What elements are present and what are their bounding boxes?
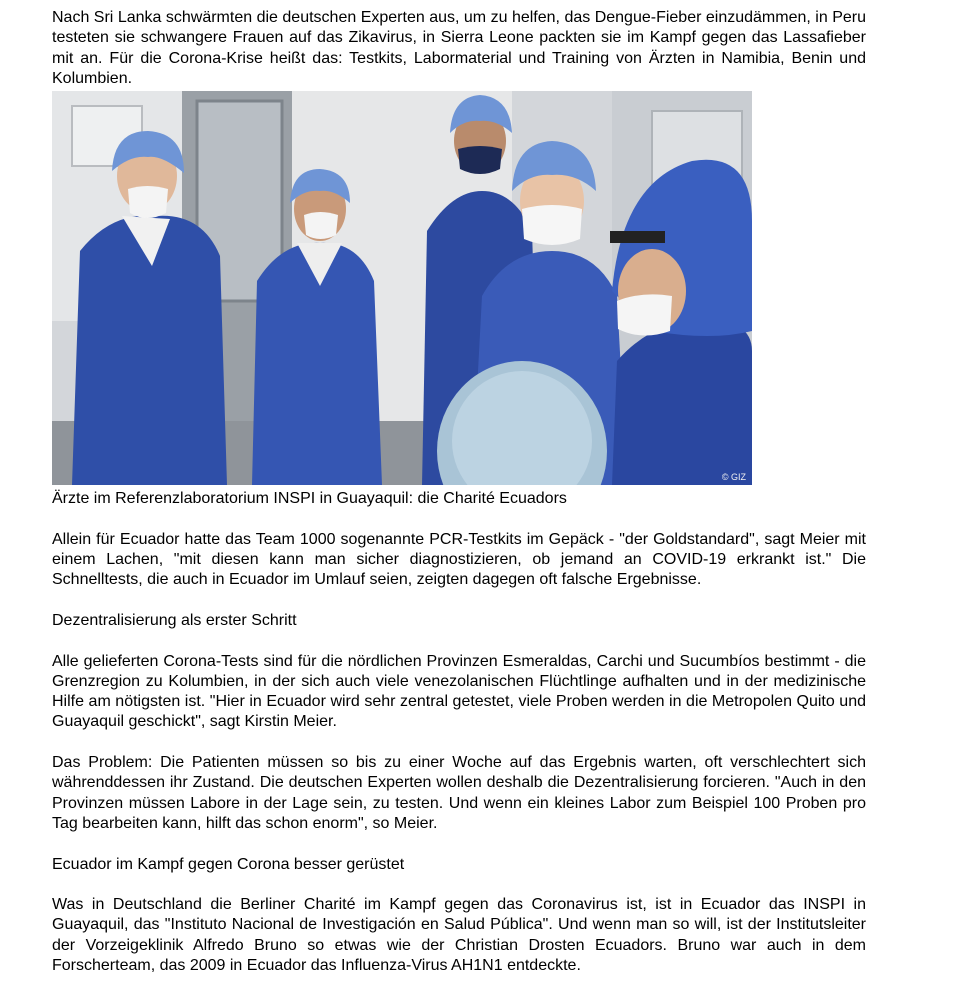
paragraph-4: Das Problem: Die Patienten müssen so bis zu einer Woche auf das Ergebnis warten, oft verschlechtert sich währenddessen ihr Zustand. Die deutschen Experten wollen deshalb die Dezentralisierung forcieren. "Auch in den Provinzen müssen Labore in der Lage sein, zu testen. Und wenn ein kleines Labor zum Beispiel 100 Proben pro Tag bearbeiten kann, hilft das schon enorm", so Meier. [52, 754, 866, 832]
paragraph-3: Alle gelieferten Corona-Tests sind für die nördlichen Provinzen Esmeraldas, Carchi und Sucumbíos bestimmt - die Grenzregion zu Kolumbien, in der sich auch viele venezolanischen Flüchtlinge aufhalten und in der medizinische Hilfe am nötigsten ist. "Hier in Ecuador wird sehr zentral getestet, viele Proben werden in die Metropolen Quito und Guayaquil geschickt", sagt Kirstin Meier. [52, 652, 866, 731]
paragraph-2: Allein für Ecuador hatte das Team 1000 sogenannte PCR-Testkits im Gepäck - "der Goldstandard", sagt Meier mit einem Lachen, "mit diesen kann man sicher diagnostizieren, ob jemand an COVID-19 erkrankt ist." Die Schnelltests, die auch in Ecuador im Umlauf seien, zeigten dagegen oft falsche Ergebnisse. [52, 530, 866, 589]
lab-scene-illustration [52, 91, 752, 485]
spacer [52, 834, 866, 854]
article-photo [52, 91, 752, 485]
spacer [52, 509, 866, 529]
spacer [52, 875, 866, 895]
intro-paragraph: Nach Sri Lanka schwärmten die deutschen Experten aus, um zu helfen, das Dengue-Fieber einzudämmen, in Peru testeten sie schwangere Frauen auf das Zikavirus, in Sierra Leone packten sie im Kampf gegen das Lassafieber mit an. Für die Corona-Krise heißt das: Testkits, Labormaterial und Training von Ärzten in Namibia, Benin und Kolumbien. [52, 9, 866, 87]
spacer [52, 733, 866, 753]
paragraph-5: Was in Deutschland die Berliner Charité im Kampf gegen das Coronavirus ist, ist in Ecuador das INSPI in Guayaquil, das "Instituto Nacional de Investigación en Salud Pública". Und wenn man so will, ist der Institutsleiter der Vorzeigeklinik Alfredo Bruno so etwas wie der Christian Drosten Ecuadors. Bruno war auch in dem Forscherteam, das 2009 in Ecuador das Influenza-Virus AH1N1 entdeckte. [52, 896, 866, 975]
subheading-ecuador: Ecuador im Kampf gegen Corona besser gerüstet [52, 855, 405, 873]
subheading-decentralization: Dezentralisierung als erster Schritt [52, 611, 297, 629]
article [52, 8, 866, 976]
photo-caption: Ärzte im Referenzlaboratorium INSPI in Guayaquil: die Charité Ecuadors [52, 490, 567, 508]
spacer [52, 631, 866, 651]
photo-copyright: © GIZ [721, 472, 746, 483]
spacer [52, 591, 866, 611]
